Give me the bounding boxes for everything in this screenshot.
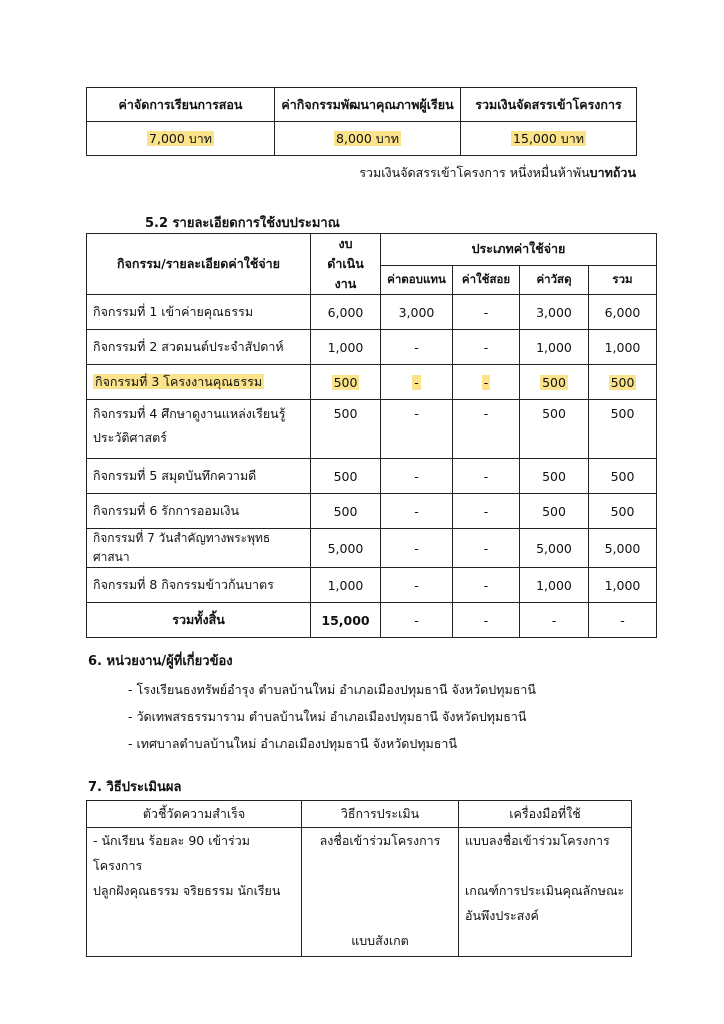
header-indicator: ตัวชี้วัดความสำเร็จ: [87, 801, 302, 828]
header-compensation: ค่าตอบแทน: [381, 265, 453, 294]
table-row: กิจกรรมที่ 5 สมุดบันทึกความดี 500 - - 500 500: [87, 459, 657, 494]
header-activity-cost: ค่ากิจกรรมพัฒนาคุณภาพผู้เรียน: [275, 88, 461, 122]
section-7-title: 7. วิธีประเมินผล: [88, 780, 182, 795]
header-activity: กิจกรรม/รายละเอียดค่าใช้จ่าย: [87, 234, 311, 295]
total-in-words: รวมเงินจัดสรรเข้าโครงการ หนึ่งหมื่นห้าพันบาทถ้วน: [359, 165, 636, 180]
table-sum-row: รวมทั้งสิ้น 15,000 - - - -: [87, 603, 657, 638]
header-budget: งบ ดำเนินงาน: [311, 234, 381, 295]
header-tool: เครื่องมือที่ใช้: [459, 801, 632, 828]
list-item: - โรงเรียนธงทรัพย์อำรุง ตำบลบ้านใหม่ อำเภอเมืองปทุมธานี จังหวัดปทุมธานี: [128, 682, 536, 697]
table-row: กิจกรรมที่ 6 รักการออมเงิน 500 - - 500 500: [87, 494, 657, 529]
list-item: - วัดเทพสรธรรมาราม ตำบลบ้านใหม่ อำเภอเมืองปทุมธานี จังหวัดปทุมธานี: [128, 709, 527, 724]
method-cell: ลงชื่อเข้าร่วมโครงการ แบบสังเกต: [302, 828, 459, 957]
budget-detail-table: [86, 233, 657, 638]
header-teaching-cost: ค่าจัดการเรียนการสอน: [87, 88, 275, 122]
budget-summary-table: [86, 87, 637, 156]
activity-cost-value: 8,000 บาท: [336, 130, 399, 146]
table-row: กิจกรรมที่ 3 โครงงานคุณธรรม 500 - - 500 500: [87, 365, 657, 400]
header-materials: ค่าวัสดุ: [520, 265, 589, 294]
header-spending: ค่าใช้สอย: [453, 265, 520, 294]
table-row: กิจกรรมที่ 7 วันสำคัญทางพระพุทธศาสนา 5,000 - - 5,000 5,000: [87, 529, 657, 568]
tool-cell: แบบลงชื่อเข้าร่วมโครงการ เกณฑ์การประเมินคุณลักษณะ อันพึงประสงค์: [459, 828, 632, 957]
header-total-allocation: รวมเงินจัดสรรเข้าโครงการ: [461, 88, 637, 122]
header-expense-type: ประเภทค่าใช้จ่าย: [381, 234, 657, 266]
table-row: กิจกรรมที่ 2 สวดมนต์ประจำสัปดาห์ 1,000 - - 1,000 1,000: [87, 330, 657, 365]
list-item: - เทศบาลตำบลบ้านใหม่ อำเภอเมืองปทุมธานี จังหวัดปทุมธานี: [128, 736, 457, 751]
table-row: กิจกรรมที่ 4 ศึกษาดูงานแหล่งเรียนรู้ ประวัติศาสตร์ 500 - - 500 500: [87, 400, 657, 459]
section-5-2-title: 5.2 รายละเอียดการใช้งบประมาณ: [145, 216, 340, 231]
section-6-title: 6. หน่วยงาน/ผู้ที่เกี่ยวข้อง: [88, 654, 233, 669]
header-total: รวม: [589, 265, 657, 294]
table-row: กิจกรรมที่ 8 กิจกรรมข้าวก้นบาตร 1,000 - - 1,000 1,000: [87, 568, 657, 603]
evaluation-table: [86, 800, 632, 957]
total-allocation-value: 15,000 บาท: [513, 130, 584, 146]
header-method: วิธีการประเมิน: [302, 801, 459, 828]
table-row: กิจกรรมที่ 1 เข้าค่ายคุณธรรม 6,000 3,000 - 3,000 6,000: [87, 295, 657, 330]
teaching-cost-value: 7,000 บาท: [149, 130, 212, 146]
indicator-cell: - นักเรียน ร้อยละ 90 เข้าร่วมโครงการ ปลูกฝังคุณธรรม จริยธรรม นักเรียน: [87, 828, 302, 957]
